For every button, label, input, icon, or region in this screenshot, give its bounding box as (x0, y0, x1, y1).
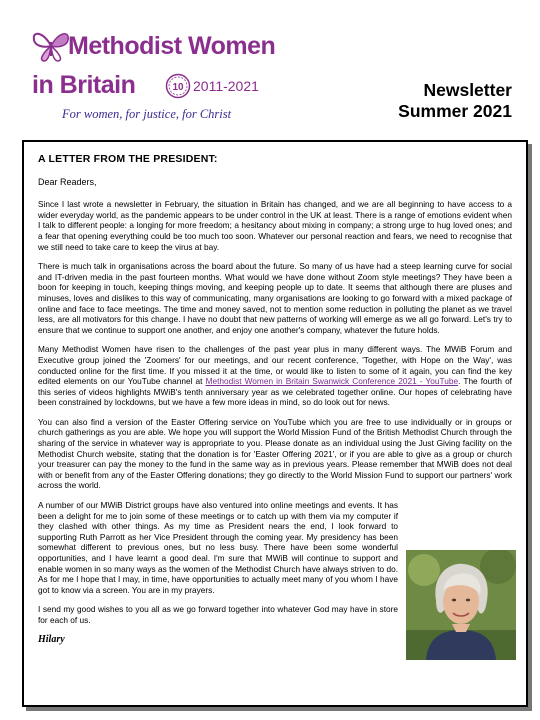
paragraph-3-text-end: . The fourth of this series of videos highlights MWiB's tenth anniversary year as we celebrated together online. Our hopes of celebrating have been constrained by lockdowns, but we have a few more ideas in mind, so do look out for news. (38, 376, 512, 408)
newsletter-title (398, 80, 512, 122)
signature: Hilary (38, 633, 65, 645)
president-photo (406, 550, 516, 660)
logo-line-2: in Britain (32, 71, 136, 99)
letter-heading: A LETTER FROM THE PRESIDENT: (38, 153, 218, 165)
paragraph-1: Since I last wrote a newsletter in February, the situation in Britain has changed, and we are all beginning to have access to a wider everyday world, as the pandemic appears to be under control in the UK at least. There is a range of emotions evident when I talk to different people: a longing for more freedom; a hesitancy about mixing in company; a strong urge to hug loved ones; and a fear that opening everything could be too much too soon. Whatever our personal reaction and fears, we need to recognise that we still need to take care to keep the virus at bay. (38, 199, 512, 252)
closing-paragraph: I send my good wishes to you all as we go forward together into whatever God may have in store for each of us. (38, 604, 398, 625)
butterfly-icon (30, 28, 72, 64)
mwib-logo (26, 24, 276, 126)
paragraph-4: You can also find a version of the Easter Offering service on YouTube which you are free to use individually or in groups or church gatherings as you are able. We hope you will support the World Mission Fund of the British Methodist Church through the sharing of the service in whatever way is appropriate to you. Please donate as an individual using the Just Giving facility on the Methodist Church website, stating that the donation is for 'Easter Offering 2021', or if you are able to give as a group or church your treasurer can pay the money to the fund in the same way as in previous years. Please remember that MWiB does not deal with or benefit from any of the Easter Offering donations; they go directly to the World Mission Fund to support our partners' work across the world. (38, 416, 512, 491)
newsletter-label: Newsletter (423, 80, 512, 100)
logo-line-1: Methodist Women (68, 32, 276, 60)
portrait-image (406, 550, 516, 660)
letter-greeting: Dear Readers, (38, 176, 97, 187)
anniversary-badge-number: 10 (172, 82, 184, 93)
paragraph-2: There is much talk in organisations across the board about the future. So many of us have had a steep learning curve for social and IT-driven media in the past fourteen months. What would we have done without Zoom style meetings? They have been a boon for keeping in touch, keeping things moving, and keeping people up to date. It seems that although there are pluses and minuses, loves and dislikes to this way of communicating, many organisations are looking to go forward with a mixed package of online and face to face meetings. The time and money saved, not to mention some reduction in polluting the planet as we travel less, are all motivators for this change. I have no doubt that new patterns of working will emerge as we all go forward. Let's try to ensure that we continue to support one another, and enjoy one another's company, whatever the future holds. (38, 261, 512, 335)
anniversary-badge-icon (165, 73, 191, 99)
logo-years: 2011-2021 (193, 78, 259, 94)
youtube-conference-link[interactable]: Methodist Women in Britain Swanwick Conference 2021 - YouTube (205, 376, 459, 387)
newsletter-issue: Summer 2021 (398, 101, 512, 121)
paragraph-3-text: Many Methodist Women have risen to the challenges of the past year plus in many different ways. The MWiB Forum and Executive group joined the 'Zoomers' for our meetings, and our recent conference, 'Together, with Hope on the Way', was conducted online for the first time. If you missed it at the time, or would like to listen to some of it again, you can find the key edited elements on our YouTube channel at (38, 344, 512, 387)
paragraph-5: A number of our MWiB District groups have also ventured into online meetings and events. It has been a delight for me to join some of these meetings or to catch up with them via my computer if they clashed with other things. As my time as President nears the end, I look forward to supporting Ruth Parrott as her Vice President through the coming year. My presidency has been somewhat different to previous ones, but no less busy. There have been some wonderful opportunities, and I have learnt a good deal. I'm sure that MWiB will continue to support and enable women in so many ways as the women of the Methodist Church have always striven to do. As for me I hope that I may, in time, have opportunities to actually meet many of you whom I have got to know via a screen. You are in my prayers. (38, 500, 398, 595)
letter-frame (22, 140, 528, 707)
logo-tagline: For women, for justice, for Christ (62, 107, 232, 121)
paragraph-3 (38, 344, 512, 408)
